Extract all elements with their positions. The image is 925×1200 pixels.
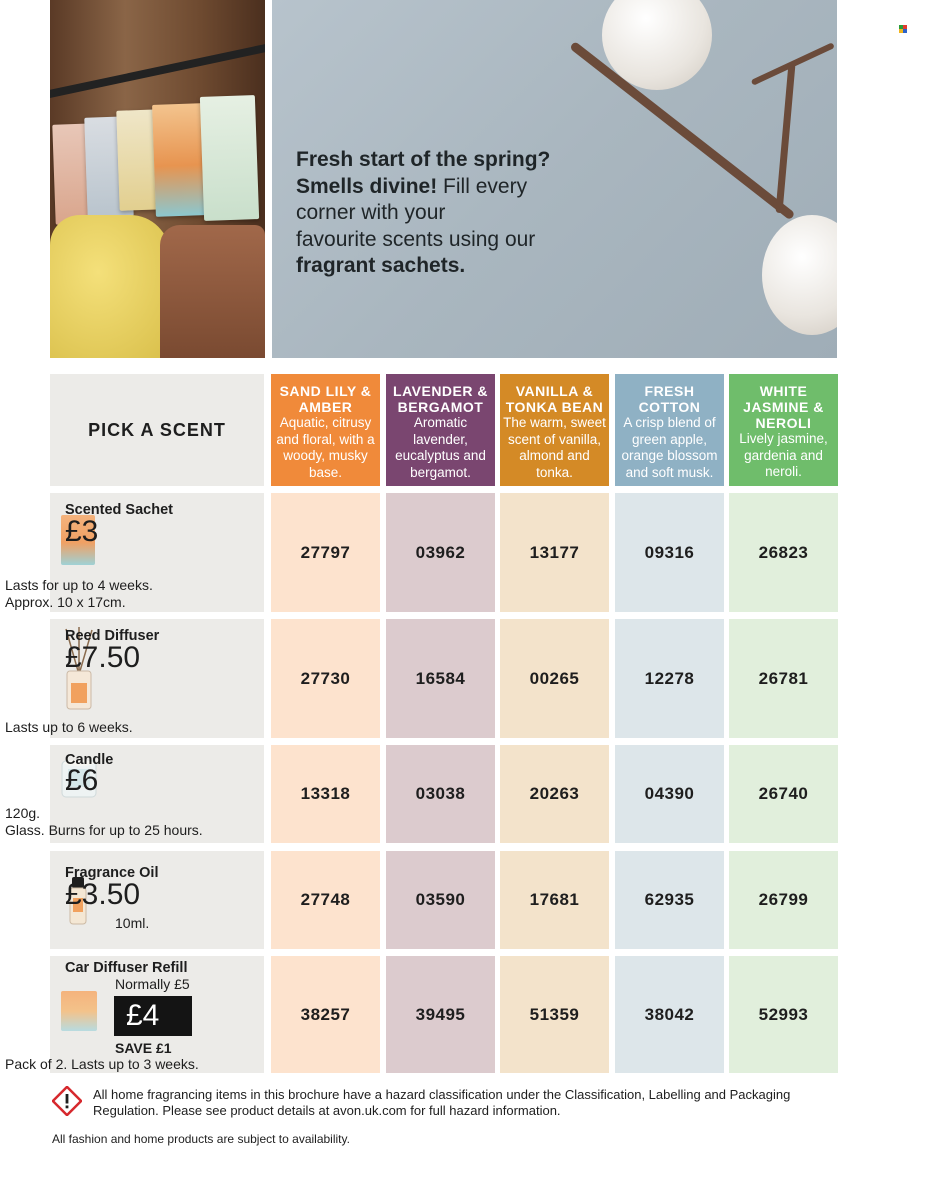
product-code-cell: 03962 — [386, 493, 495, 612]
product-code-cell: 13177 — [500, 493, 609, 612]
product-note: Lasts up to 6 weeks. — [5, 719, 133, 735]
product-title: Scented Sachet — [65, 502, 173, 518]
product-code-cell: 52993 — [729, 956, 838, 1073]
product-code-cell: 38257 — [271, 956, 380, 1073]
scent-header — [271, 374, 380, 486]
product-code-cell: 00265 — [500, 619, 609, 738]
product-code-cell: 03590 — [386, 851, 495, 949]
product-code-cell: 20263 — [500, 745, 609, 843]
product-note: Approx. 10 x 17cm. — [5, 594, 126, 610]
product-title: Fragrance Oil — [65, 865, 159, 881]
product-price: £4 — [126, 999, 160, 1032]
hero-line2-bold: Smells divine! — [296, 174, 438, 198]
product-title: Reed Diffuser — [65, 628, 160, 644]
sachet-photo — [152, 103, 206, 217]
brand-mark-icon — [899, 25, 907, 33]
scent-header — [500, 374, 609, 486]
product-code-cell: 26799 — [729, 851, 838, 949]
product-code-cell: 17681 — [500, 851, 609, 949]
scent-name: WHITE JASMINE & NEROLI — [743, 383, 824, 431]
product-code-cell: 26781 — [729, 619, 838, 738]
hero-headline — [296, 147, 596, 280]
product-note: Lasts for up to 4 weeks. — [5, 577, 153, 593]
product-code-cell: 39495 — [386, 956, 495, 1073]
cotton-boll — [762, 215, 837, 335]
hazard-diamond-icon — [52, 1086, 82, 1116]
product-code-cell: 04390 — [615, 745, 724, 843]
scent-description: Lively jasmine, gardenia and neroli. — [739, 431, 828, 479]
product-note: Glass. Burns for up to 25 hours. — [5, 822, 203, 838]
scent-header — [386, 374, 495, 486]
product-save: SAVE £1 — [115, 1040, 172, 1056]
product-title: Candle — [65, 752, 114, 768]
scent-description: A crisp blend of green apple, orange blossom and soft musk. — [621, 415, 718, 480]
hanging-rod — [50, 42, 265, 100]
product-title: Car Diffuser Refill — [65, 960, 188, 976]
pick-a-scent-header — [50, 374, 264, 486]
yellow-sweater — [50, 215, 170, 358]
scent-description: The warm, sweet scent of vanilla, almond and tonka. — [503, 415, 606, 480]
hero-cotton-photo — [272, 0, 837, 358]
product-price: £3.50 — [65, 878, 141, 911]
product-note: Pack of 2. Lasts up to 3 weeks. — [5, 1056, 199, 1072]
car-diffuser-image — [60, 990, 98, 1032]
scent-name: LAVENDER & BERGAMOT — [393, 383, 488, 415]
product-code-cell: 27748 — [271, 851, 380, 949]
pick-a-scent-label: PICK A SCENT — [88, 419, 226, 440]
product-code-cell: 27730 — [271, 619, 380, 738]
hero-line2-rest: Fill every — [437, 174, 528, 198]
product-code-cell: 27797 — [271, 493, 380, 612]
product-code-cell: 38042 — [615, 956, 724, 1073]
product-code-cell: 13318 — [271, 745, 380, 843]
product-price: £7.50 — [65, 641, 141, 674]
scent-name: SAND LILY & AMBER — [279, 383, 372, 415]
scent-name: FRESH COTTON — [638, 383, 701, 415]
product-note: 10ml. — [115, 915, 150, 931]
product-price: £3 — [65, 515, 99, 548]
product-code-cell: 09316 — [615, 493, 724, 612]
scent-description: Aquatic, citrusy and floral, with a woody, musky base. — [276, 415, 375, 480]
hero-line5: fragrant sachets. — [296, 254, 466, 277]
product-price: £6 — [65, 764, 99, 797]
hazard-notice: All home fragrancing items in this brochure have a hazard classification under the Classification, Labelling and Packaging Regulation. Please see product details at avon.uk.com for full hazard information. — [93, 1087, 791, 1118]
hero-line3: corner with your — [296, 201, 446, 224]
scent-name: VANILLA & TONKA BEAN — [505, 383, 604, 415]
product-code-cell: 62935 — [615, 851, 724, 949]
product-code-cell: 51359 — [500, 956, 609, 1073]
product-code-cell: 03038 — [386, 745, 495, 843]
cotton-branch — [775, 63, 795, 213]
scent-header — [729, 374, 838, 486]
product-code-cell: 26740 — [729, 745, 838, 843]
hero-line1: Fresh start of the spring? — [296, 148, 551, 171]
availability-notice: All fashion and home products are subject to availability. — [52, 1132, 350, 1146]
brown-garment — [160, 225, 265, 358]
product-code-cell: 16584 — [386, 619, 495, 738]
hero-wardrobe-photo — [50, 0, 265, 358]
hero-line4: favourite scents using our — [296, 227, 536, 251]
scent-header — [615, 374, 724, 486]
product-normally: Normally £5 — [115, 976, 190, 992]
product-code-cell: 12278 — [615, 619, 724, 738]
product-code-cell: 26823 — [729, 493, 838, 612]
sale-price-box — [114, 996, 192, 1036]
scent-description: Aromatic lavender, eucalyptus and bergamot. — [395, 415, 486, 480]
product-note: 120g. — [5, 805, 41, 821]
sachet-photo — [200, 95, 259, 221]
